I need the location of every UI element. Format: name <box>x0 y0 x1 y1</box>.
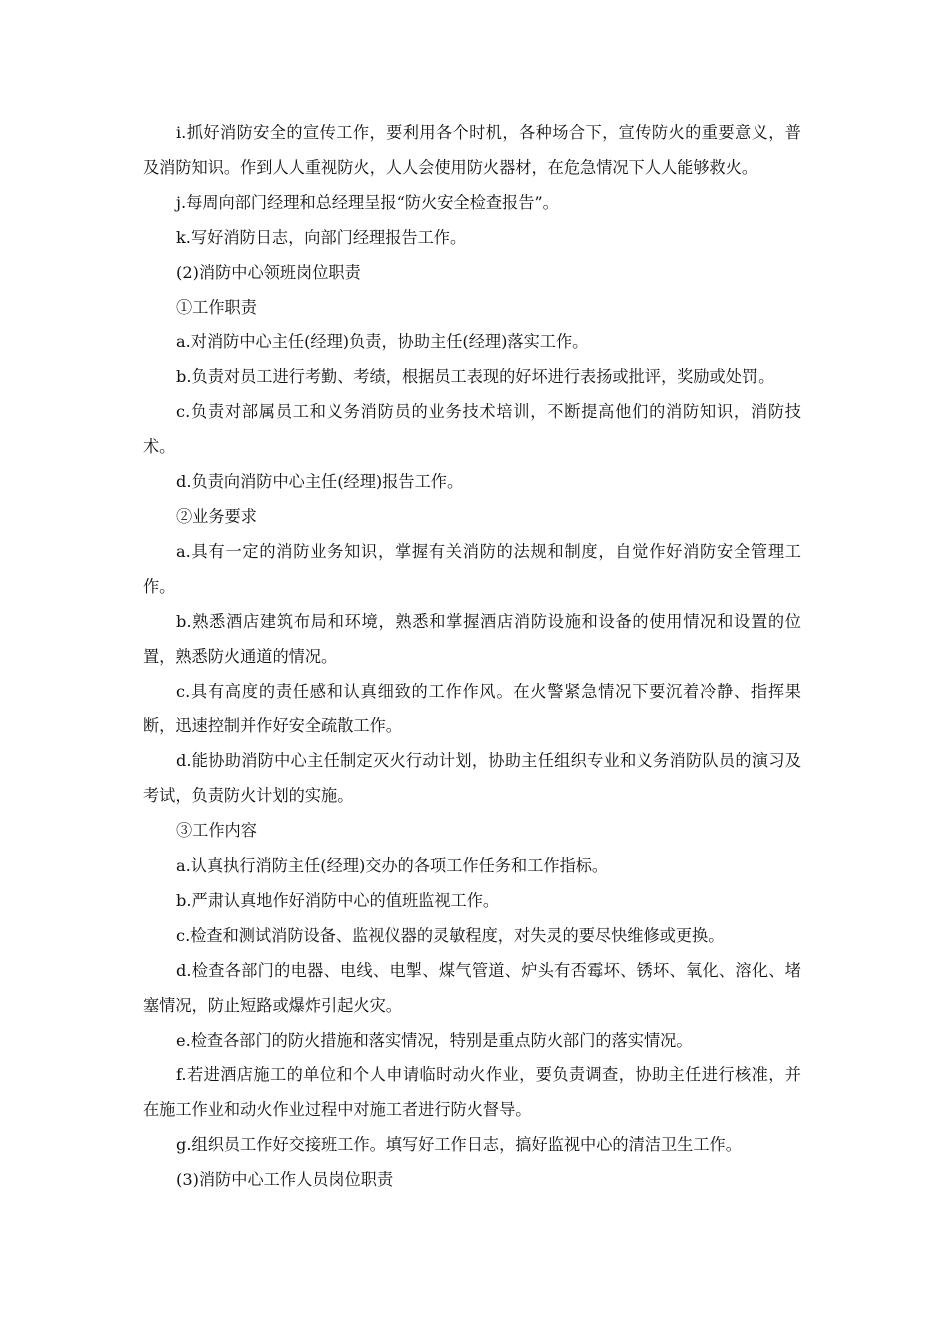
paragraph-duty-c: c.负责对部属员工和义务消防员的业务技术培训，不断提高他们的消防知识，消防技术。 <box>143 402 801 457</box>
paragraph-requirement-d: d.能协助消防中心主任制定灭火行动计划，协助主任组织专业和义务消防队员的演习及考试，负责防火计划的实施。 <box>143 751 801 806</box>
paragraph-content-a: a.认真执行消防主任(经理)交办的各项工作任务和工作指标。 <box>176 856 609 876</box>
section-heading-staff-duties: (3)消防中心工作人员岗位职责 <box>176 1170 394 1190</box>
paragraph-content-g: g.组织员工作好交接班工作。填写好工作日志，搞好监视中心的清洁卫生工作。 <box>176 1135 742 1155</box>
paragraph-content-e: e.检查各部门的防火措施和落实情况，特别是重点防火部门的落实情况。 <box>176 1030 693 1050</box>
paragraph-requirement-b: b.熟悉酒店建筑布局和环境，熟悉和掌握酒店消防设施和设备的使用情况和设置的位置，熟悉防火通道的情况。 <box>143 611 801 666</box>
subheading-work-duties: ①工作职责 <box>176 297 257 317</box>
subheading-work-content: ③工作内容 <box>176 821 257 841</box>
subheading-business-requirements: ②业务要求 <box>176 506 257 526</box>
paragraph-duty-a: a.对消防中心主任(经理)负责，协助主任(经理)落实工作。 <box>176 332 589 352</box>
paragraph-k-fire-log: k.写好消防日志，向部门经理报告工作。 <box>176 227 467 247</box>
paragraph-requirement-a: a.具有一定的消防业务知识，掌握有关消防的法规和制度，自觉作好消防安全管理工作。 <box>143 541 801 596</box>
paragraph-content-d: d.检查各部门的电器、电线、电掣、煤气管道、炉头有否霉坏、锈坏、氧化、溶化、堵塞情况，防止短路或爆炸引起火灾。 <box>143 960 801 1015</box>
paragraph-content-b: b.严肃认真地作好消防中心的值班监视工作。 <box>176 890 500 910</box>
paragraph-i-publicity: i.抓好消防安全的宣传工作，要利用各个时机，各种场合下，宣传防火的重要意义，普及消防知识。作到人人重视防火，人人会使用防火器材，在危急情况下人人能够救火。 <box>143 123 801 177</box>
paragraph-requirement-c: c.具有高度的责任感和认真细致的工作作风。在火警紧急情况下要沉着冷静、指挥果断，迅速控制并作好安全疏散工作。 <box>143 681 801 736</box>
section-heading-foreman-duties: (2)消防中心领班岗位职责 <box>176 262 361 282</box>
document-body <box>143 116 801 1198</box>
paragraph-duty-d: d.负责向消防中心主任(经理)报告工作。 <box>176 472 464 492</box>
paragraph-j-weekly-report: j.每周向部门经理和总经理呈报“防火安全检查报告”。 <box>176 192 559 212</box>
paragraph-content-f: f.若进酒店施工的单位和个人申请临时动火作业，要负责调查，协助主任进行核准，并在施工作业和动火作业过程中对施工者进行防火督导。 <box>143 1065 801 1120</box>
paragraph-content-c: c.检查和测试消防设备、监视仪器的灵敏程度，对失灵的要尽快维修或更换。 <box>176 925 725 945</box>
paragraph-duty-b: b.负责对员工进行考勤、考绩，根据员工表现的好坏进行表扬或批评，奖励或处罚。 <box>176 367 775 387</box>
